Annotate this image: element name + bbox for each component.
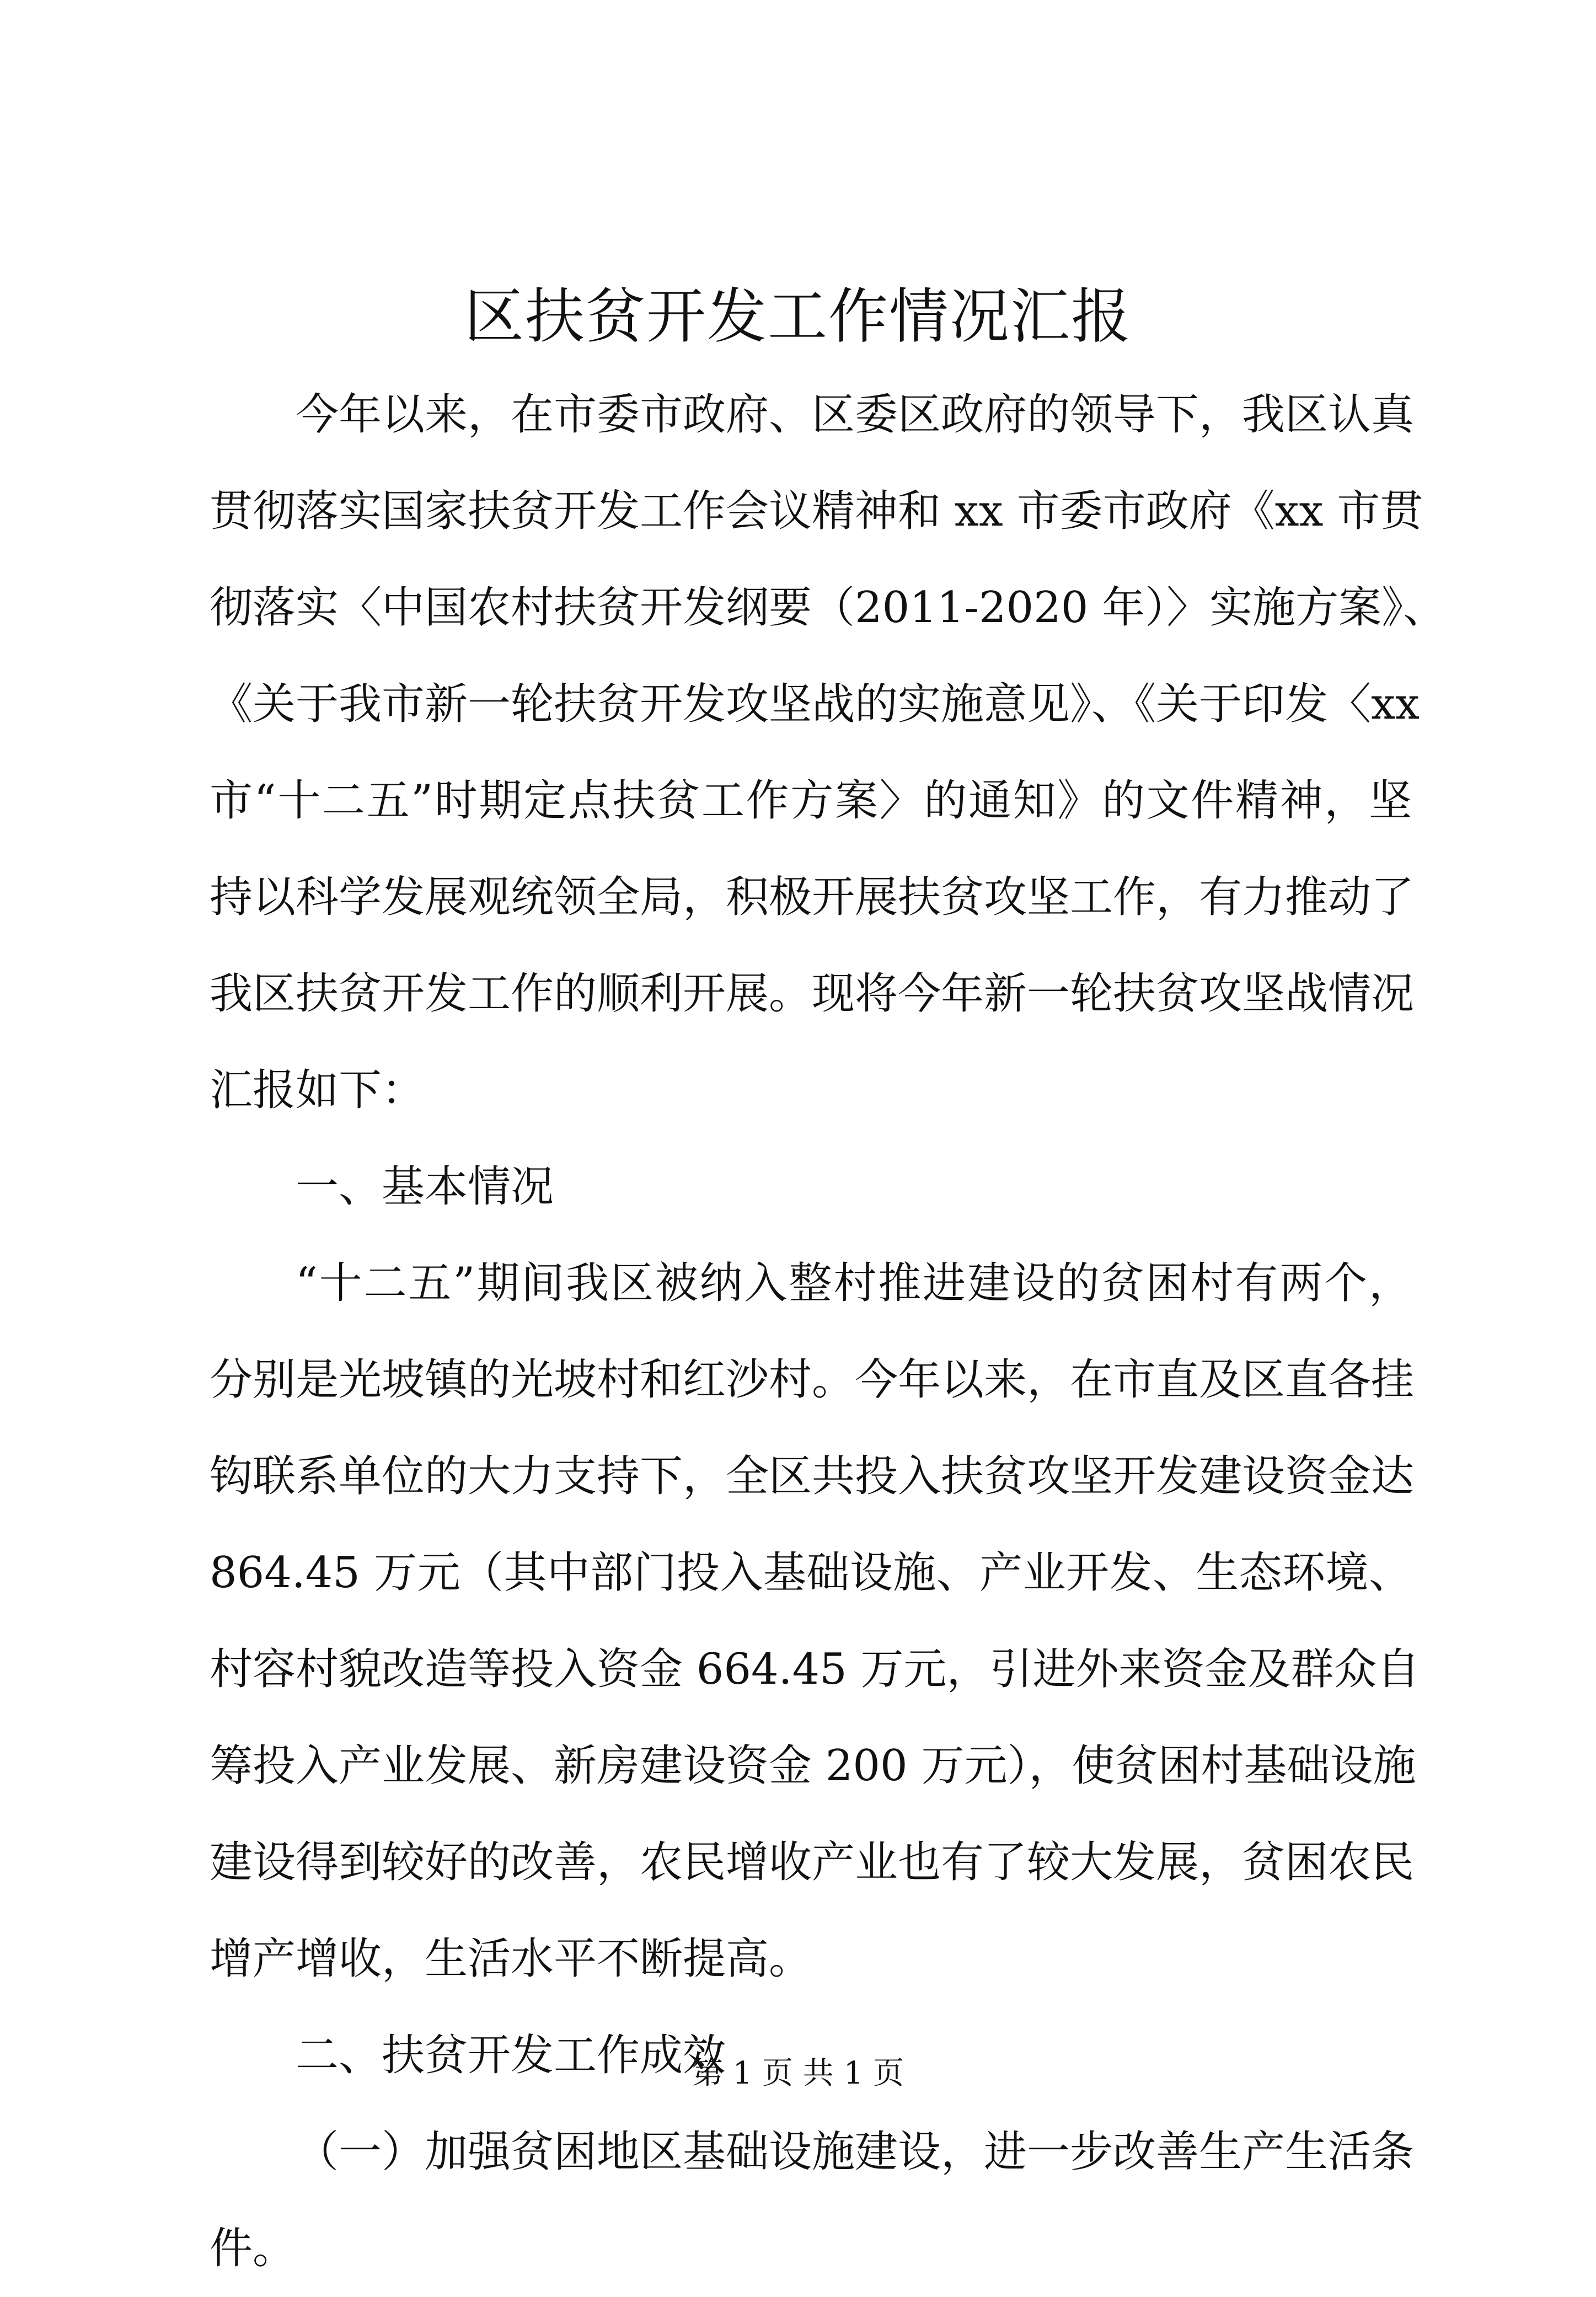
section-heading: 二、扶贫开发工作成效 xyxy=(296,2031,726,2080)
paragraph-line: 建设得到较好的改善，农民增收产业也有了较大发展，贫困农民 xyxy=(210,1838,1415,1887)
paragraph-line: 汇报如下： xyxy=(210,1065,425,1115)
paragraph-line: 筹投入产业发展、新房建设资金 200 万元），使贫困村基础设施 xyxy=(210,1741,1416,1791)
page-number-footer: 第 1 页 共 1 页 xyxy=(692,2055,904,2091)
section-heading: 一、基本情况 xyxy=(296,1162,554,1212)
paragraph-line: 彻落实〈中国农村扶贫开发纲要（2011-2020 年）〉实施方案》、 xyxy=(210,583,1447,633)
paragraph-line: 钩联系单位的大力支持下，全区共投入扶贫攻坚开发建设资金达 xyxy=(210,1452,1415,1501)
paragraph-line: 件。 xyxy=(210,2224,296,2273)
paragraph-line: “十二五”期间我区被纳入整村推进建设的贫困村有两个， xyxy=(296,1259,1412,1308)
paragraph-line: 持以科学发展观统领全局，积极开展扶贫攻坚工作，有力推动了 xyxy=(210,872,1415,922)
paragraph-line: 市“十二五”时期定点扶贫工作方案〉的通知》的文件精神，坚 xyxy=(210,776,1412,826)
paragraph-line: 我区扶贫开发工作的顺利开展。现将今年新一轮扶贫攻坚战情况 xyxy=(210,969,1415,1019)
document-body xyxy=(210,367,1447,2297)
paragraph-line: 《关于我市新一轮扶贫开发攻坚战的实施意见》、《关于印发〈xx xyxy=(210,679,1420,729)
paragraph-line: 分别是光坡镇的光坡村和红沙村。今年以来，在市直及区直各挂 xyxy=(210,1355,1415,1405)
paragraph-line: 增产增收，生活水平不断提高。 xyxy=(210,1934,812,1984)
document-title: 区扶贫开发工作情况汇报 xyxy=(464,282,1132,351)
paragraph-line: 村容村貌改造等投入资金 664.45 万元，引进外来资金及群众自 xyxy=(210,1645,1420,1694)
subsection-heading: （一）加强贫困地区基础设施建设，进一步改善生产生活条 xyxy=(296,2127,1415,2177)
paragraph-line: 864.45 万元（其中部门投入基础设施、产业开发、生态环境、 xyxy=(210,1548,1412,1598)
paragraph-line: 贯彻落实国家扶贫开发工作会议精神和 xx 市委市政府《xx 市贯 xyxy=(210,486,1423,536)
paragraph-line: 今年以来，在市委市政府、区委区政府的领导下，我区认真 xyxy=(296,390,1415,440)
